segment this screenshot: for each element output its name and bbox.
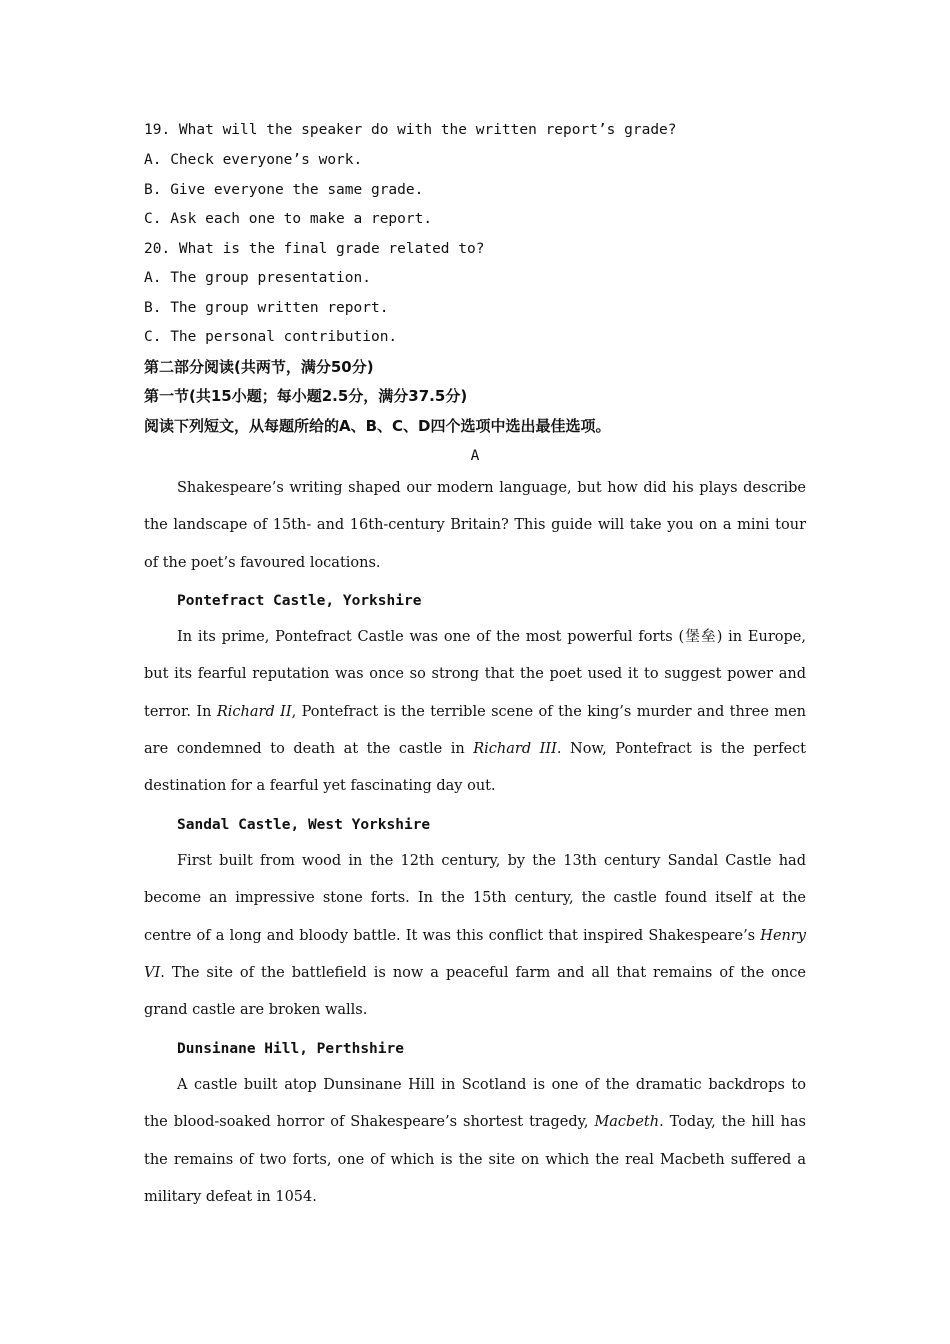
question-20-option-b: B. The group written report. [144,300,389,316]
location-paragraph-sandal [144,843,806,1029]
play-title: Henry VI [144,927,806,981]
question-19-option-a: A. Check everyone’s work. [144,152,363,168]
text-segment: In its prime, Pontefract Castle was one of the most powerful forts (堡垒) in Europe, but its fearful reputation was once so strong that the poet used it to suggest power and terror. In [144,629,806,720]
text-segment: , Pontefract is the terrible scene of the king’s murder and three men are condemned to death at the castle in [144,703,807,757]
text-segment: . Now, Pontefract is the perfect destination for a fearful yet fascinating day out. [144,740,806,795]
passage-intro: Shakespeare’s writing shaped our modern language, but how did his plays describe the landscape of 15th- and 16th-century Britain? This guide will take you on a mini tour of the poet’s favoured locations. [144,480,806,571]
play-title: Richard III [473,740,557,757]
instruction: 阅读下列短文，从每题所给的A、B、C、D四个选项中选出最佳选项。 [144,417,611,435]
play-title: Macbeth [594,1114,660,1131]
question-19-stem: 19. What will the speaker do with the written report’s grade? [144,122,677,138]
text-segment: . Today, the hill has the remains of two forts, one of which is the site on which the real Macbeth suffered a military defeat in 1054. [144,1114,806,1205]
play-title: Richard II [216,703,292,720]
text-segment: First built from wood in the 12th century, by the 13th century Sandal Castle had become an impressive stone forts. In the 15th century, the castle found itself at the centre of a long and bloody battle. It was this conflict that inspired Shakespeare’s [144,853,806,944]
question-20-stem: 20. What is the final grade related to? [144,241,485,257]
text-segment: A castle built atop Dunsinane Hill in Scotland is one of the dramatic backdrops to the blood-soaked horror of Shakespeare’s shortest tragedy, [144,1077,806,1131]
question-19-option-b: B. Give everyone the same grade. [144,182,424,198]
location-heading-pontefract: Pontefract Castle, Yorkshire [177,593,422,609]
question-19-option-c: C. Ask each one to make a report. [144,211,433,227]
location-paragraph-pontefract [144,619,806,805]
passage-label: A [470,448,480,464]
location-heading-dunsinane: Dunsinane Hill, Perthshire [177,1041,404,1057]
part-title: 第二部分阅读(共两节，满分50分) [144,358,374,376]
text-segment: . The site of the battlefield is now a peaceful farm and all that remains of the once grand castle are broken walls. [144,964,806,1019]
location-heading-sandal: Sandal Castle, West Yorkshire [177,817,431,833]
location-paragraph-dunsinane [144,1067,806,1216]
question-20-option-c: C. The personal contribution. [144,329,398,345]
question-20-option-a: A. The group presentation. [144,270,371,286]
subsection-title: 第一节(共15小题；每小题2.5分，满分37.5分) [144,387,468,405]
